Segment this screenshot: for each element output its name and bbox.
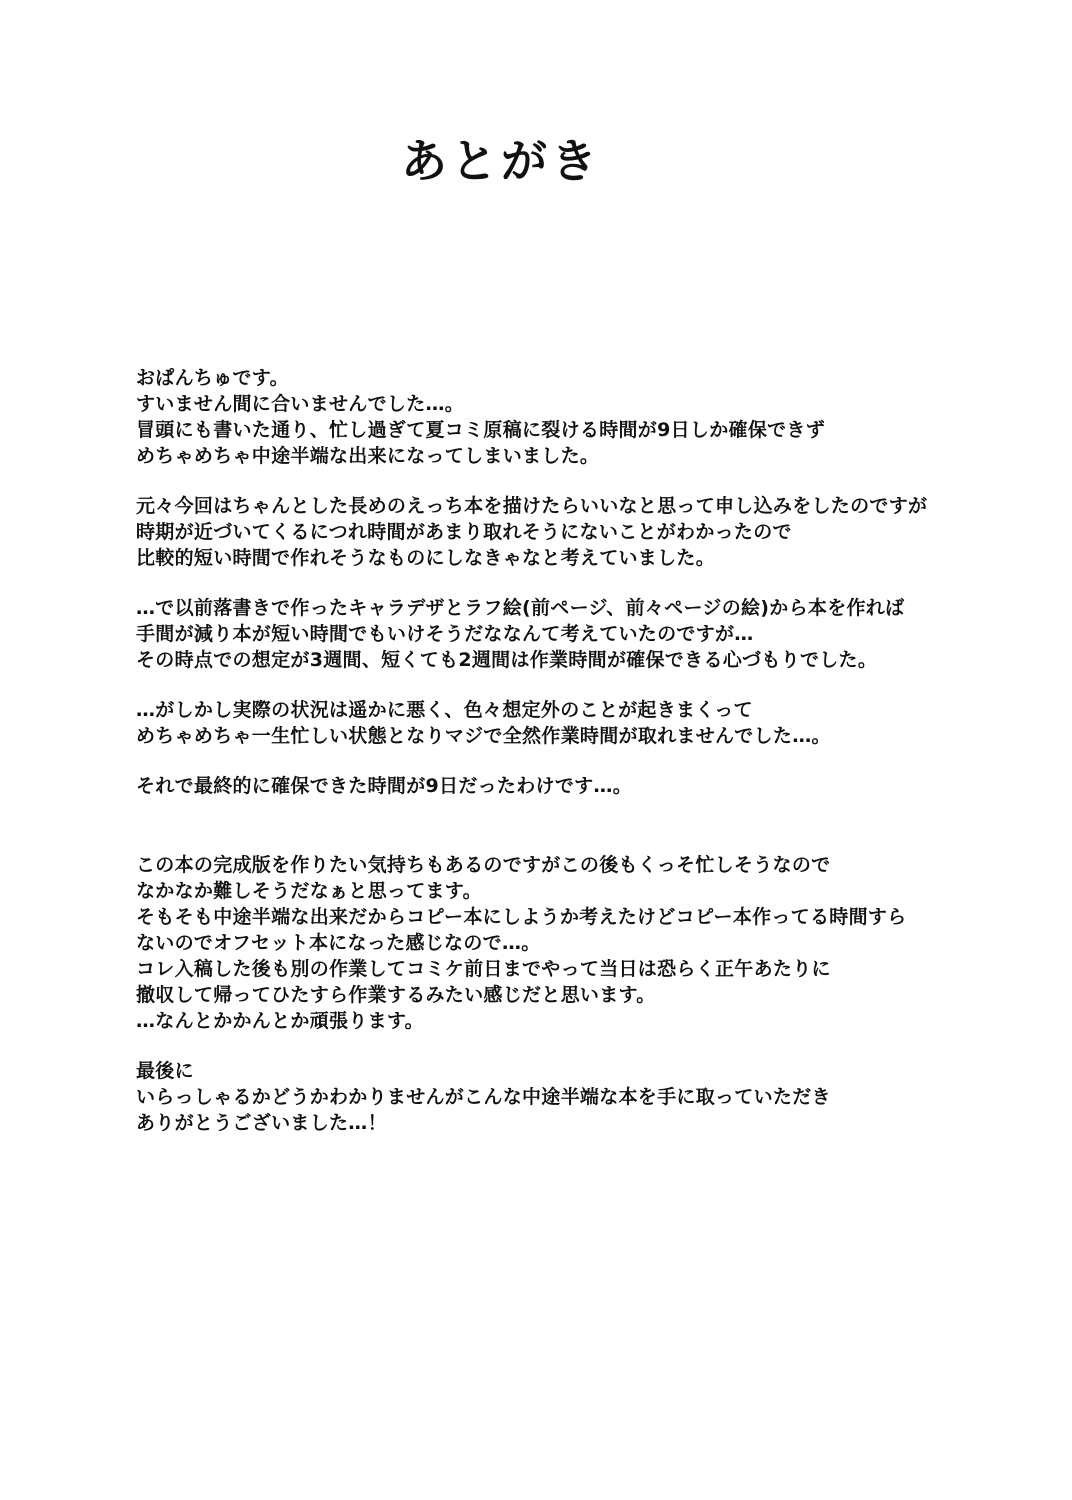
paragraph-result [136, 773, 1036, 799]
text-line: そもそも中途半端な出来だからコピー本にしようか考えたけどコピー本作ってる時間すら [136, 906, 907, 928]
paragraph-original-plan [136, 493, 1036, 571]
text-line: すいません間に合いませんでした…。 [136, 393, 465, 415]
text-line: コレ入稿した後も別の作業してコミケ前日までやって当日は恐らく正午あたりに [136, 958, 831, 980]
page-title: あとがき [401, 134, 601, 188]
text-line: ないのでオフセット本になった感じなので…。 [136, 932, 541, 954]
text-line: 撤収して帰ってひたすら作業するみたい感じだと思います。 [136, 984, 656, 1006]
paragraph-closing [136, 1058, 1036, 1136]
text-line: …なんとかかんとか頑張ります。 [136, 1010, 424, 1032]
text-line: …で以前落書きで作ったキャラデザとラフ絵(前ページ、前々ページの絵)から本を作れば [136, 597, 905, 619]
text-line: 比較的短い時間で作れそうなものにしなきゃなと考えていました。 [136, 547, 716, 569]
text-line: ありがとうございました…！ [136, 1112, 387, 1134]
paragraph-greeting [136, 365, 1036, 469]
text-line: おぱんちゅです。 [136, 367, 289, 389]
text-line: 元々今回はちゃんとした長めのえっち本を描けたらいいなと思って申し込みをしたのですが [136, 495, 928, 517]
text-line: 時期が近づいてくるにつれ時間があまり取れそうにないことがわかったので [136, 521, 792, 543]
paragraph-sketch-plan [136, 595, 1036, 673]
text-line: …がしかし実際の状況は遥かに悪く、色々想定外のことが起きまくって [136, 699, 753, 721]
text-line: いらっしゃるかどうかわかりませんがこんな中途半端な本を手に取っていただき [136, 1086, 831, 1108]
paragraph-situation [136, 697, 1036, 749]
text-line: 手間が減り本が短い時間でもいけそうだななんて考えていたのですが… [136, 623, 754, 645]
paragraph-future [136, 852, 1036, 1034]
text-line: 最後に [136, 1060, 194, 1082]
text-line: それで最終的に確保できた時間が9日だったわけです…。 [136, 775, 633, 797]
text-line: めちゃめちゃ中途半端な出来になってしまいました。 [136, 445, 600, 467]
text-line: この本の完成版を作りたい気持ちもあるのですがこの後もくっそ忙しそうなので [136, 854, 831, 876]
text-line: 冒頭にも書いた通り、忙し過ぎて夏コミ原稿に裂ける時間が9日しか確保できず [136, 419, 826, 441]
text-line: なかなか難しそうだなぁと思ってます。 [136, 880, 482, 902]
text-line: めちゃめちゃ一生忙しい状態となりマジで全然作業時間が取れませんでした…。 [136, 725, 831, 747]
text-line: その時点での想定が3週間、短くても2週間は作業時間が確保できる心づもりでした。 [136, 649, 878, 671]
afterword-body [136, 365, 1036, 1160]
